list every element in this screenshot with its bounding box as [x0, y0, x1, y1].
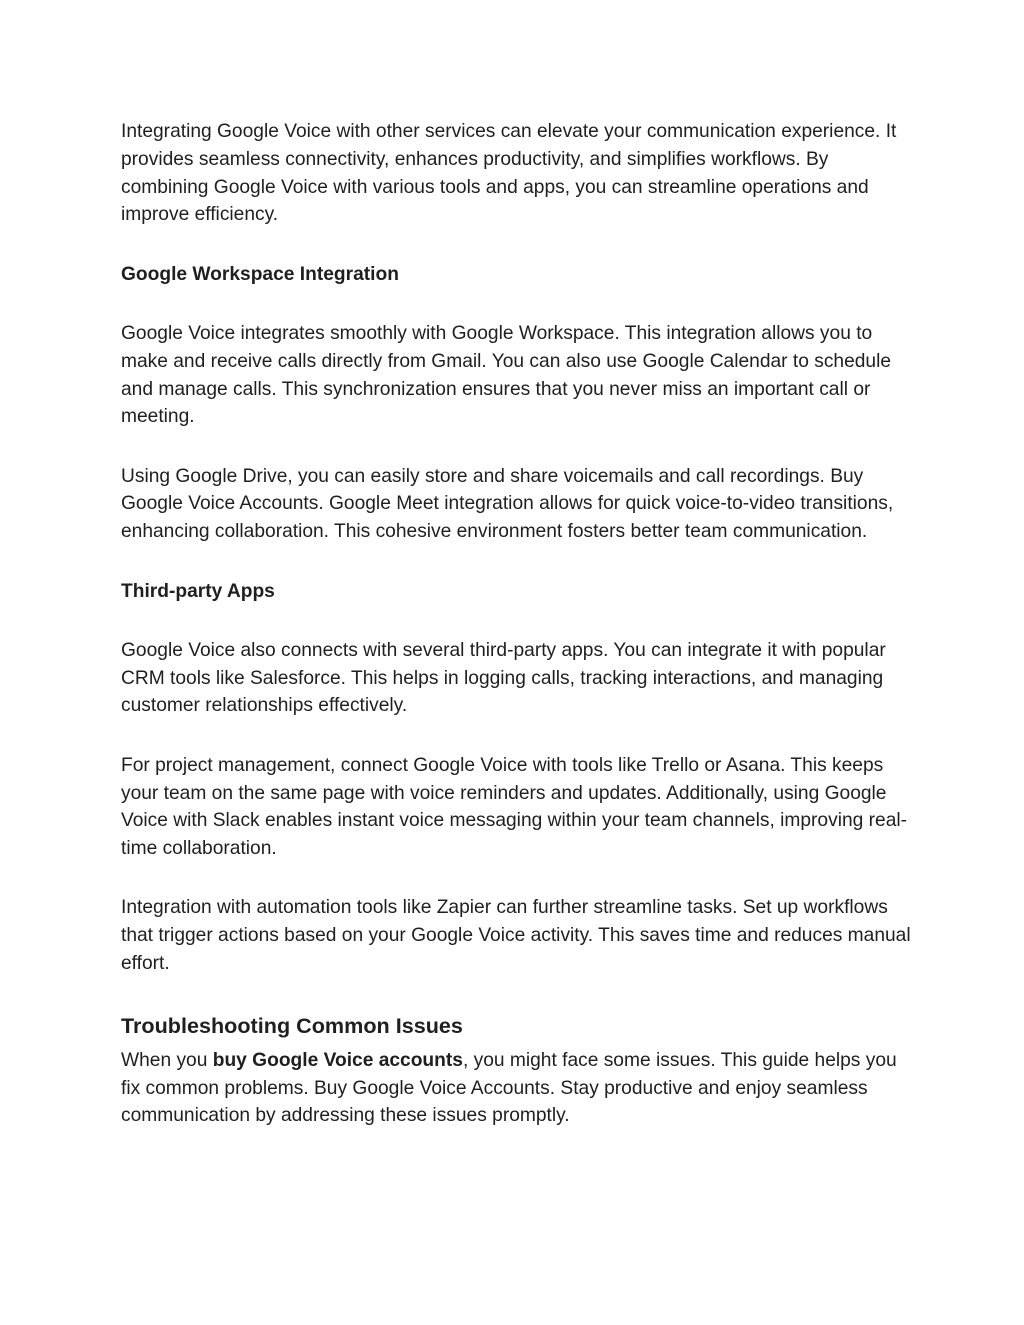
workspace-heading: Google Workspace Integration — [121, 263, 399, 285]
third-party-paragraph-2: For project management, connect Google Voice with tools like Trello or Asana. This keeps your team on the same page with voice reminders and updates. Additionally, using Google Voice with Slack enables instant voice messaging within your team channels, improving real-time collaboration. — [121, 754, 908, 860]
workspace-paragraph-1: Google Voice integrates smoothly with Google Workspace. This integration allows you to make and receive calls directly from Gmail. You can also use Google Calendar to schedule and manage calls. This synchronization ensures that you never miss an important call or meeting. — [121, 322, 892, 428]
third-party-paragraph-3: Integration with automation tools like Zapier can further streamline tasks. Set up workflows that trigger actions based on your Google Voice activity. This saves time and reduces manual effort. — [121, 897, 911, 975]
troubleshooting-lead-prefix: When you — [121, 1049, 213, 1071]
document-page — [121, 118, 911, 1130]
troubleshooting-paragraph — [121, 1047, 911, 1130]
third-party-paragraph-1: Google Voice also connects with several third-party apps. You can integrate it with popular CRM tools like Salesforce. This helps in logging calls, tracking interactions, and managing customer relationships effectively. — [121, 639, 886, 717]
third-party-heading: Third-party Apps — [121, 580, 275, 602]
troubleshooting-lead-bold: buy Google Voice accounts — [212, 1049, 463, 1071]
troubleshooting-lead-suffix: , you might face some issues. This guide helps you fix common problems. Buy Google Voice Accounts. Stay productive and enjoy seamless communication by addressing these issues promptly. — [121, 1049, 897, 1127]
workspace-paragraph-2: Using Google Drive, you can easily store and share voicemails and call recordings. Buy Google Voice Accounts. Google Meet integration allows for quick voice-to-video transitions, enhancing collaboration. This cohesive environment fosters better team communication. — [121, 465, 894, 543]
troubleshooting-heading: Troubleshooting Common Issues — [121, 1012, 463, 1038]
intro-paragraph: Integrating Google Voice with other services can elevate your communication experience. It provides seamless connectivity, enhances productivity, and simplifies workflows. By combining Google Voice with various tools and apps, you can streamline operations and improve efficiency. — [121, 121, 897, 226]
